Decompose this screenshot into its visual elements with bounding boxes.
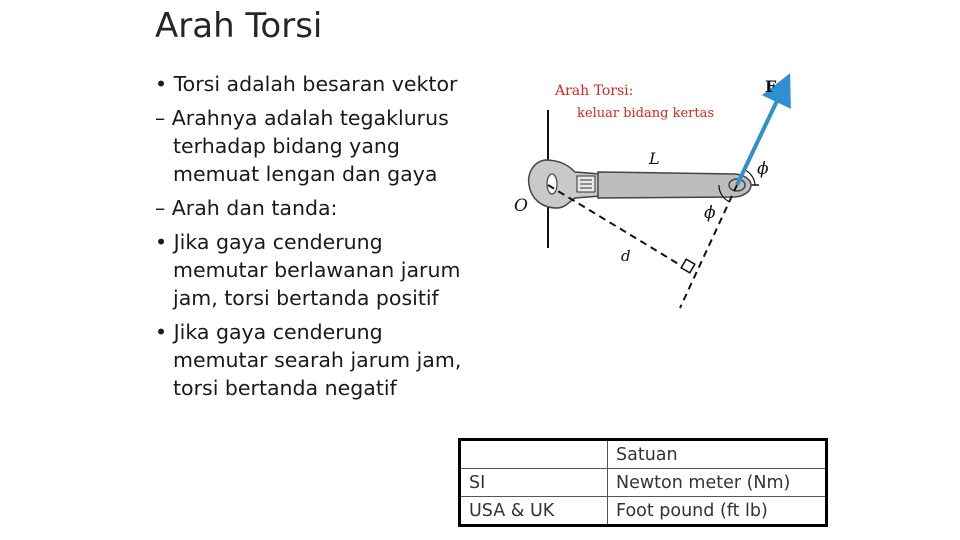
bullet-text: Arah dan tanda: xyxy=(171,196,338,220)
bullet-text: torsi bertanda negatif xyxy=(173,376,397,400)
bullet-marker: • xyxy=(155,320,168,344)
bullet-text: Torsi adalah besaran vektor xyxy=(173,72,458,96)
system-cell: USA & UK xyxy=(460,497,608,526)
table-row xyxy=(460,497,827,526)
right-angle-marker xyxy=(681,259,695,273)
bullet-marker: • xyxy=(155,72,168,96)
bullet-marker: • xyxy=(155,230,168,254)
unit-cell: Foot pound (ft lb) xyxy=(608,497,827,526)
wrench xyxy=(529,160,751,208)
distance-label: d xyxy=(621,247,631,265)
table-header-empty xyxy=(460,440,608,469)
annotation-line-2: keluar bidang kertas xyxy=(577,106,715,121)
table-header: Satuan xyxy=(608,440,827,469)
length-label: L xyxy=(649,149,660,168)
bullet-1 xyxy=(155,70,515,98)
bullet-text: Jika gaya cenderung xyxy=(173,230,383,254)
bullet-marker: – xyxy=(155,196,166,220)
bullet-text: memutar searah jarum jam, xyxy=(173,348,462,372)
bullet-list xyxy=(155,70,515,402)
angle-label: ϕ xyxy=(757,159,769,179)
annotation-line-1: Arah Torsi: xyxy=(555,83,634,99)
slide-title: Arah Torsi xyxy=(155,6,323,46)
bullet-marker: – xyxy=(155,106,166,130)
torque-wrench-diagram xyxy=(505,68,805,318)
bullet-2 xyxy=(155,104,515,188)
bullet-text: memuat lengan dan gaya xyxy=(173,162,438,186)
bullet-4 xyxy=(155,228,515,312)
bullet-5 xyxy=(155,318,515,402)
table-row xyxy=(460,469,827,497)
bullet-text: terhadap bidang yang xyxy=(173,134,400,158)
bullet-3 xyxy=(155,194,515,222)
origin-label: O xyxy=(514,196,528,216)
bullet-text: jam, torsi bertanda positif xyxy=(173,286,439,310)
unit-cell: Newton meter (Nm) xyxy=(608,469,827,497)
table-header-row xyxy=(460,440,827,469)
bullet-text: memutar berlawanan jarum xyxy=(173,258,461,282)
bullet-text: Arahnya adalah tegaklurus xyxy=(171,106,449,130)
angle-label: ϕ xyxy=(704,203,716,223)
units-table xyxy=(458,438,828,527)
force-label: F xyxy=(765,77,777,96)
system-cell: SI xyxy=(460,469,608,497)
bullet-text: Jika gaya cenderung xyxy=(173,320,383,344)
